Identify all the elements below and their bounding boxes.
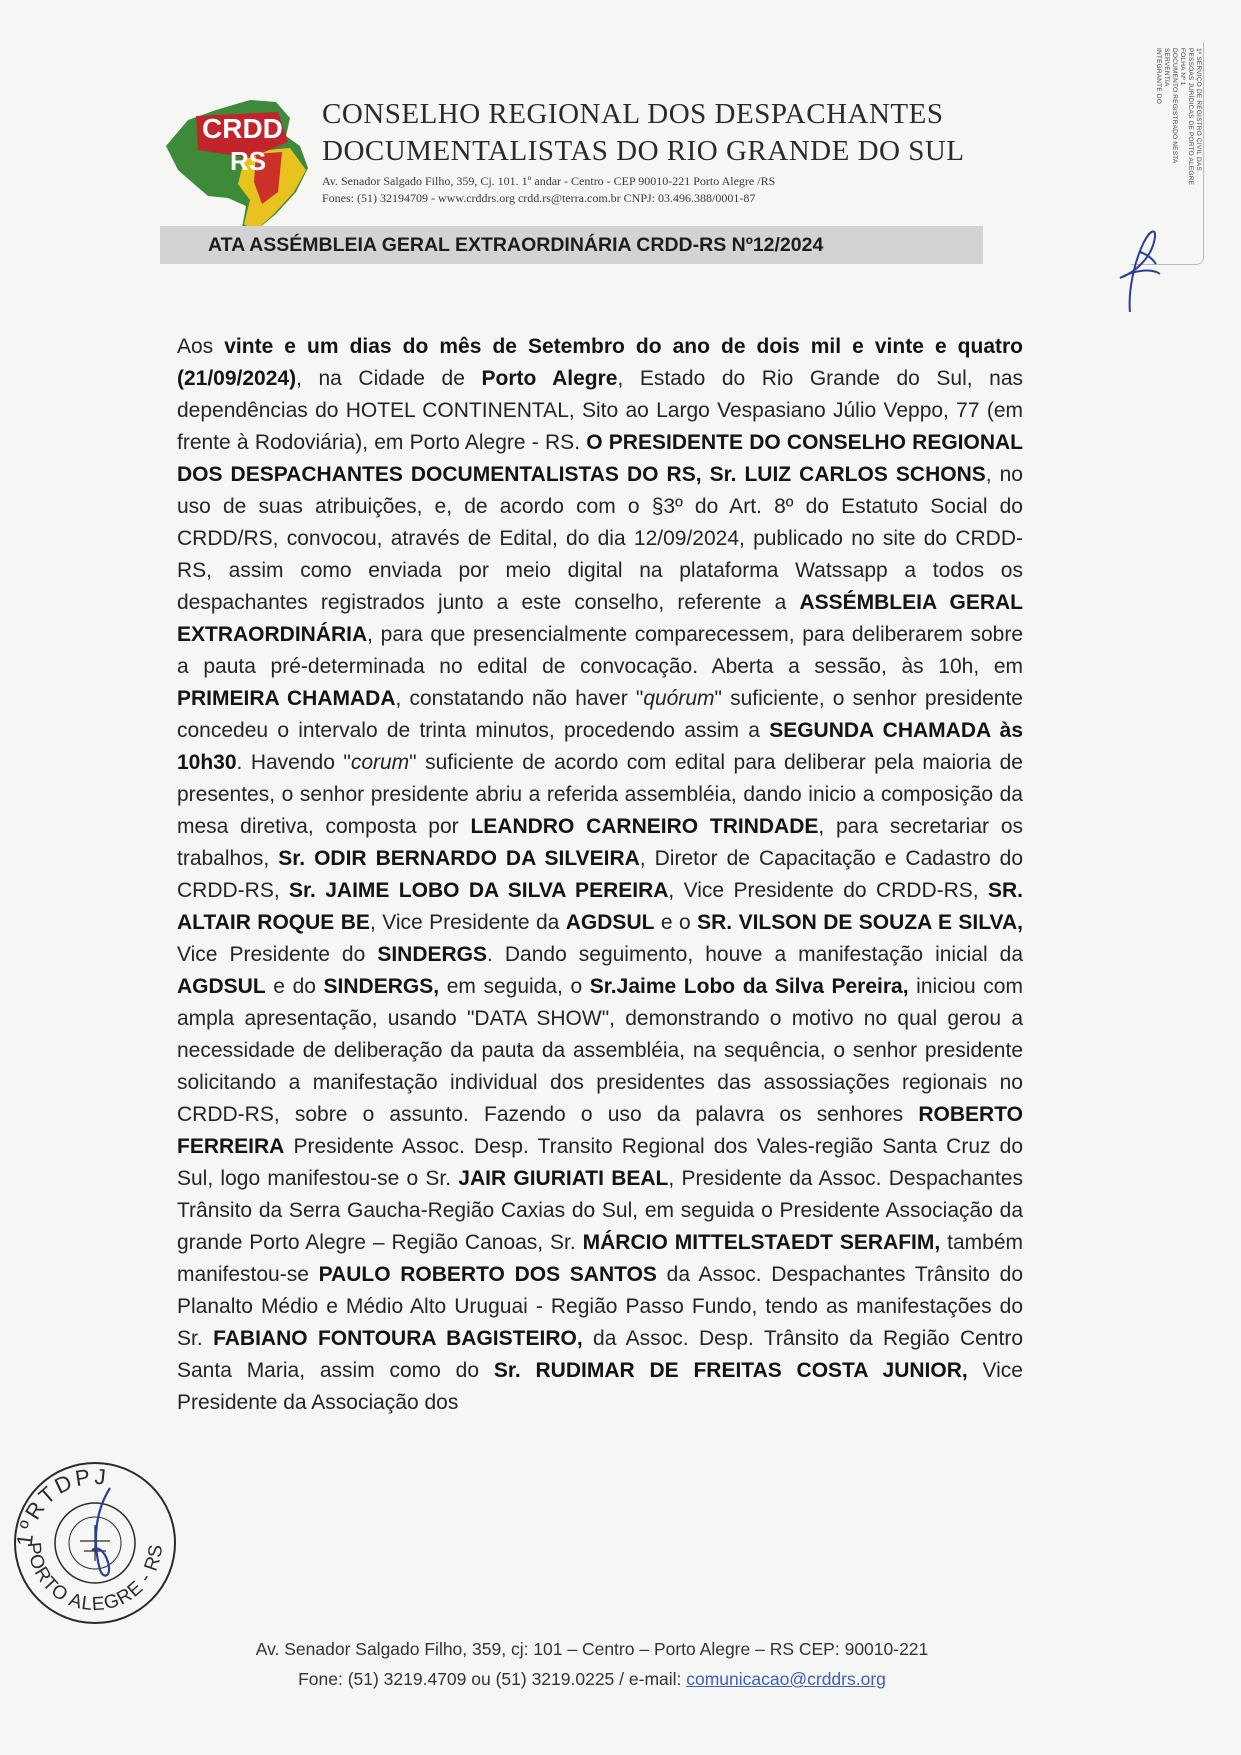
text-run: da Assoc. Despachantes Trânsito do Planalto Médio e Médio Alto Uruguai - Região Passo Fundo, tendo as manifestações do Sr. [177,1263,1024,1350]
footer-contacts [212,1664,972,1694]
letterhead [322,96,965,207]
text-run: , Estado do Rio Grande do Sul, nas dependências do HOTEL CONTINENTAL, Sito ao Largo Vespasiano Júlio Veppo, 77 (em frente à Rodoviária), em Porto Alegre - RS. [177,367,1023,454]
logo-text-crdd: CRDD [202,113,283,144]
text-run: iniciou com ampla apresentação, usando "DATA SHOW", demonstrando o motivo no qual gerou a necessidade de deliberação da pauta da assembléia, na sequência, o senhor presidente solicitando a manifestação individual dos presidentes das assossiações regionais no CRDD-RS, sobre o assunto. Fazendo o uso da palavra os senhores [177,975,1023,1126]
person-name: JAIR GIURIATI BEAL [458,1167,669,1190]
text-run: , para secretariar os trabalhos, [177,815,1023,870]
text-run: . Havendo " [236,751,351,774]
org-name-line1: CONSELHO REGIONAL DOS DESPACHANTES [322,98,944,130]
registry-line: INTEGRANTE DO [1155,48,1162,105]
org-name: SINDERGS [377,943,487,966]
footer-phones: Fone: (51) 3219.4709 ou (51) 3219.0225 / e-mail: [298,1669,687,1689]
corum-text: corum [350,751,410,774]
person-name: ROBERTO FERREIRA [177,1103,1023,1158]
registry-line: 1º SERVIÇO DE REGISTRO CIVIL DAS [1195,48,1202,171]
person-name: Sr. RUDIMAR DE FREITAS COSTA JUNIOR, [493,1359,968,1382]
org-name: SINDERGS, [323,975,440,998]
person-name: Sr. JAIME LOBO DA SILVA PEREIRA [289,879,669,902]
crdd-rs-logo [158,88,328,238]
text-run: Vice Presidente da Associação dos [177,1359,1023,1414]
page-footer [212,1634,972,1694]
text-run: também manifestou-se [177,1231,1023,1286]
person-name: FABIANO FONTOURA BAGISTEIRO, [213,1327,583,1350]
org-name: AGDSUL [177,975,266,998]
text-run: , na Cidade de [296,367,482,390]
quorum-text: quórum [643,687,715,710]
logo-text-rs: RS [230,146,267,176]
first-call-text: PRIMEIRA CHAMADA [177,687,396,710]
text-run: e do [265,975,324,998]
registry-line: FOLHA Nº 1 [1179,48,1186,86]
person-name: SR. VILSON DE SOUZA E SILVA, [697,911,1023,934]
person-name: SR. ALTAIR ROQUE BE [177,879,1023,934]
seal-signature [82,1480,132,1600]
seal-text-top: 1ºRTDPJ [11,1463,110,1548]
text-run: " suficiente de acordo com edital para deliberar pela maioria de presentes, o senhor presidente abriu a referida assembléia, dando inicio a composição da mesa diretiva, composta por [177,751,1023,838]
text-run: , constatando não haver " [395,687,644,710]
person-name: LEANDRO CARNEIRO TRINDADE [470,815,819,838]
person-name: Sr. ODIR BERNARDO DA SILVEIRA [278,847,640,870]
person-name: MÁRCIO MITTELSTAEDT SERAFIM, [582,1231,941,1254]
org-name: AGDSUL [565,911,655,934]
text-run: , Diretor de Capacitação e Cadastro do CRDD-RS, [177,847,1023,902]
footer-address: Av. Senador Salgado Filho, 359, cj: 101 – Centro – Porto Alegre – RS CEP: 90010-221 [255,1639,929,1659]
person-name: PAULO ROBERTO DOS SANTOS [318,1263,657,1286]
letterhead-address: Av. Senador Salgado Filho, 359, Cj. 101. 1º andar - Centro - CEP 90010-221 Porto Alegre /RS [322,174,776,188]
text-run: , Vice Presidente do CRDD-RS, [668,879,988,902]
text-run: Presidente Assoc. Desp. Transito Regional dos Vales-região Santa Cruz do Sul, logo manifestou-se o Sr. [177,1135,1023,1190]
text-run: " suficiente, o senhor presidente concedeu o intervalo de trinta minutos, procedendo assim a [177,687,1023,742]
president-text: O PRESIDENTE DO CONSELHO REGIONAL DOS DESPACHANTES DOCUMENTALISTAS DO RS, Sr. LUIZ CARLOS SCHONS [177,431,1023,486]
text-run: e o [654,911,698,934]
assembly-type-text: ASSÉMBLEIA GERAL EXTRAORDINÁRIA [177,591,1023,646]
org-name-line2: DOCUMENTALISTAS DO RIO GRANDE DO SUL [322,135,965,167]
registry-line: DOCUMENTO REGISTRADO NESTA [1171,48,1178,164]
text-run: Vice Presidente do [177,943,378,966]
letterhead-contacts: Fones: (51) 32194709 - www.crddrs.org crdd.rs@terra.com.br CNPJ: 03.496.388/0001-87 [322,191,756,205]
text-run: Aos [177,335,225,358]
text-run: , Presidente da Assoc. Despachantes Trânsito da Serra Gaucha-Região Caxias do Sul, em seguida o Presidente Associação da grande Porto Alegre – Região Canoas, Sr. [177,1167,1023,1254]
registry-line: SERVENTIA [1163,48,1170,87]
registry-line: PESSOAS JURÍDICAS DE PORTO ALEGRE [1187,48,1194,186]
date-text: vinte e um dias do mês de Setembro do ano de dois mil e vinte e quatro (21/09/2024) [177,335,1023,390]
footer-email-link[interactable]: comunicacao@crddrs.org [686,1669,886,1689]
text-run: em seguida, o [439,975,590,998]
text-run: , no uso de suas atribuições, e, de acordo com o §3º do Art. 8º do Estatuto Social do CRDD/RS, convocou, através de Edital, do dia 12/09/2024, publicado no site do CRDD-RS, assim como enviada por meio digital na plataforma Watssapp a todos os despachantes registrados junto a este conselho, referente a [177,463,1023,614]
minutes-body [177,331,1023,1419]
seal-text-bottom: PORTO ALEGRE - RS [22,1541,168,1616]
text-run: , Vice Presidente da [369,911,566,934]
document-title: ATA ASSÉMBLEIA GERAL EXTRAORDINÁRIA CRDD-RS Nº12/2024 [160,226,983,264]
second-call-text: SEGUNDA CHAMADA às 10h30 [177,719,1023,774]
city-text: Porto Alegre [481,367,618,390]
registry-signature [1100,212,1170,322]
person-name: Sr.Jaime Lobo da Silva Pereira, [589,975,909,998]
text-run: . Dando seguimento, houve a manifestação inicial da [487,943,1023,966]
text-run: da Assoc. Desp. Trânsito da Região Centro Santa Maria, assim como do [177,1327,1023,1382]
text-run: , para que presencialmente comparecessem, para deliberarem sobre a pauta pré-determinada no edital de convocação. Aberta a sessão, às 10h, em [177,623,1023,678]
